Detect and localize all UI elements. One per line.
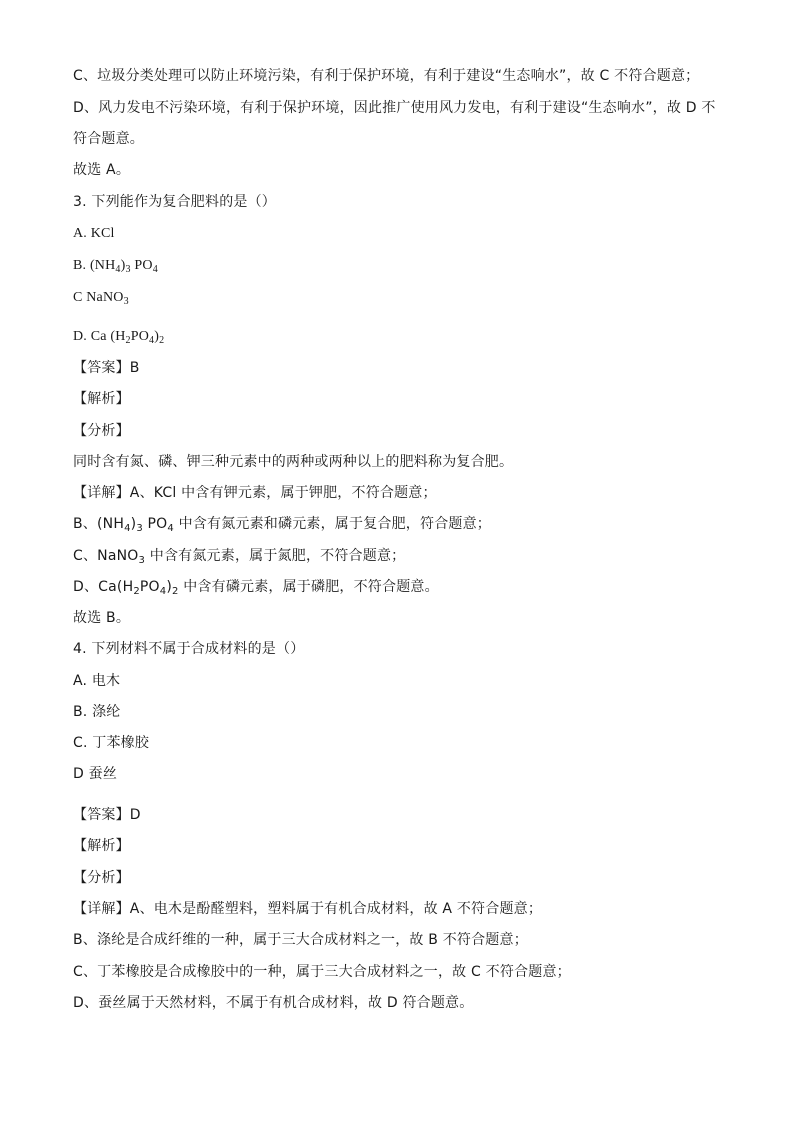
text-line: C、NaNO$_3$ 中含有氮元素，属于氮肥，不符合题意； xyxy=(73,548,406,566)
analysis-label: 【解析】 xyxy=(73,391,130,407)
text-line: 故选 B。 xyxy=(73,610,131,626)
text-line: D、风力发电不污染环境，有利于保护环境，因此推广使用风力发电，有利于建设“生态响水”，故 D 不 xyxy=(73,100,716,116)
q3-option-a: A. KCl xyxy=(73,226,115,241)
q4-option-b: B. 涤纶 xyxy=(73,704,121,720)
answer-label: 【答案】D xyxy=(73,807,141,823)
text-line: B、$(NH_4)_3$ $PO_4$ 中含有氮元素和磷元素，属于复合肥，符合题意； xyxy=(73,516,492,534)
q4-option-d: D 蚕丝 xyxy=(73,766,118,782)
text-line: 【详解】A、KCl 中含有钾元素，属于钾肥，不符合题意； xyxy=(73,485,437,501)
answer-label: 【答案】B xyxy=(73,360,140,376)
text-line: 【详解】A、电木是酚醛塑料，塑料属于有机合成材料，故 A 不符合题意； xyxy=(73,901,543,917)
fenxi-label: 【分析】 xyxy=(73,423,130,439)
question-3: 3. 下列能作为复合肥料的是（） xyxy=(73,194,277,210)
fenxi-label: 【分析】 xyxy=(73,870,130,886)
text-line: B、涤纶是合成纤维的一种，属于三大合成材料之一，故 B 不符合题意； xyxy=(73,932,528,948)
text-line: D、蚕丝属于天然材料，不属于有机合成材料，故 D 符合题意。 xyxy=(73,995,474,1011)
text-line: D、$Ca(H_2PO_4)_2$ 中含有磷元素，属于磷肥，不符合题意。 xyxy=(73,579,439,597)
q4-option-c: C. 丁苯橡胶 xyxy=(73,735,150,751)
text-line: 故选 A。 xyxy=(73,162,131,178)
analysis-label: 【解析】 xyxy=(73,838,130,854)
q3-option-b: B. $(NH_4)_3$ $PO_4$ xyxy=(73,258,158,275)
question-4: 4. 下列材料不属于合成材料的是（） xyxy=(73,641,305,657)
q4-option-a: A. 电木 xyxy=(73,673,121,689)
text-line: 符合题意。 xyxy=(73,131,144,147)
text-line: C、垃圾分类处理可以防止环境污染，有利于保护环境，有利于建设“生态响水”，故 C 不符合题意； xyxy=(73,68,700,84)
q3-option-c: C NaNO$_3$ xyxy=(73,290,129,307)
text-line: 同时含有氮、磷、钾三种元素中的两种或两种以上的肥料称为复合肥。 xyxy=(73,454,514,470)
q3-option-d: D. Ca $(H_2PO_4)_2$ xyxy=(73,329,165,346)
text-line: C、丁苯橡胶是合成橡胶中的一种，属于三大合成材料之一，故 C 不符合题意； xyxy=(73,964,571,980)
